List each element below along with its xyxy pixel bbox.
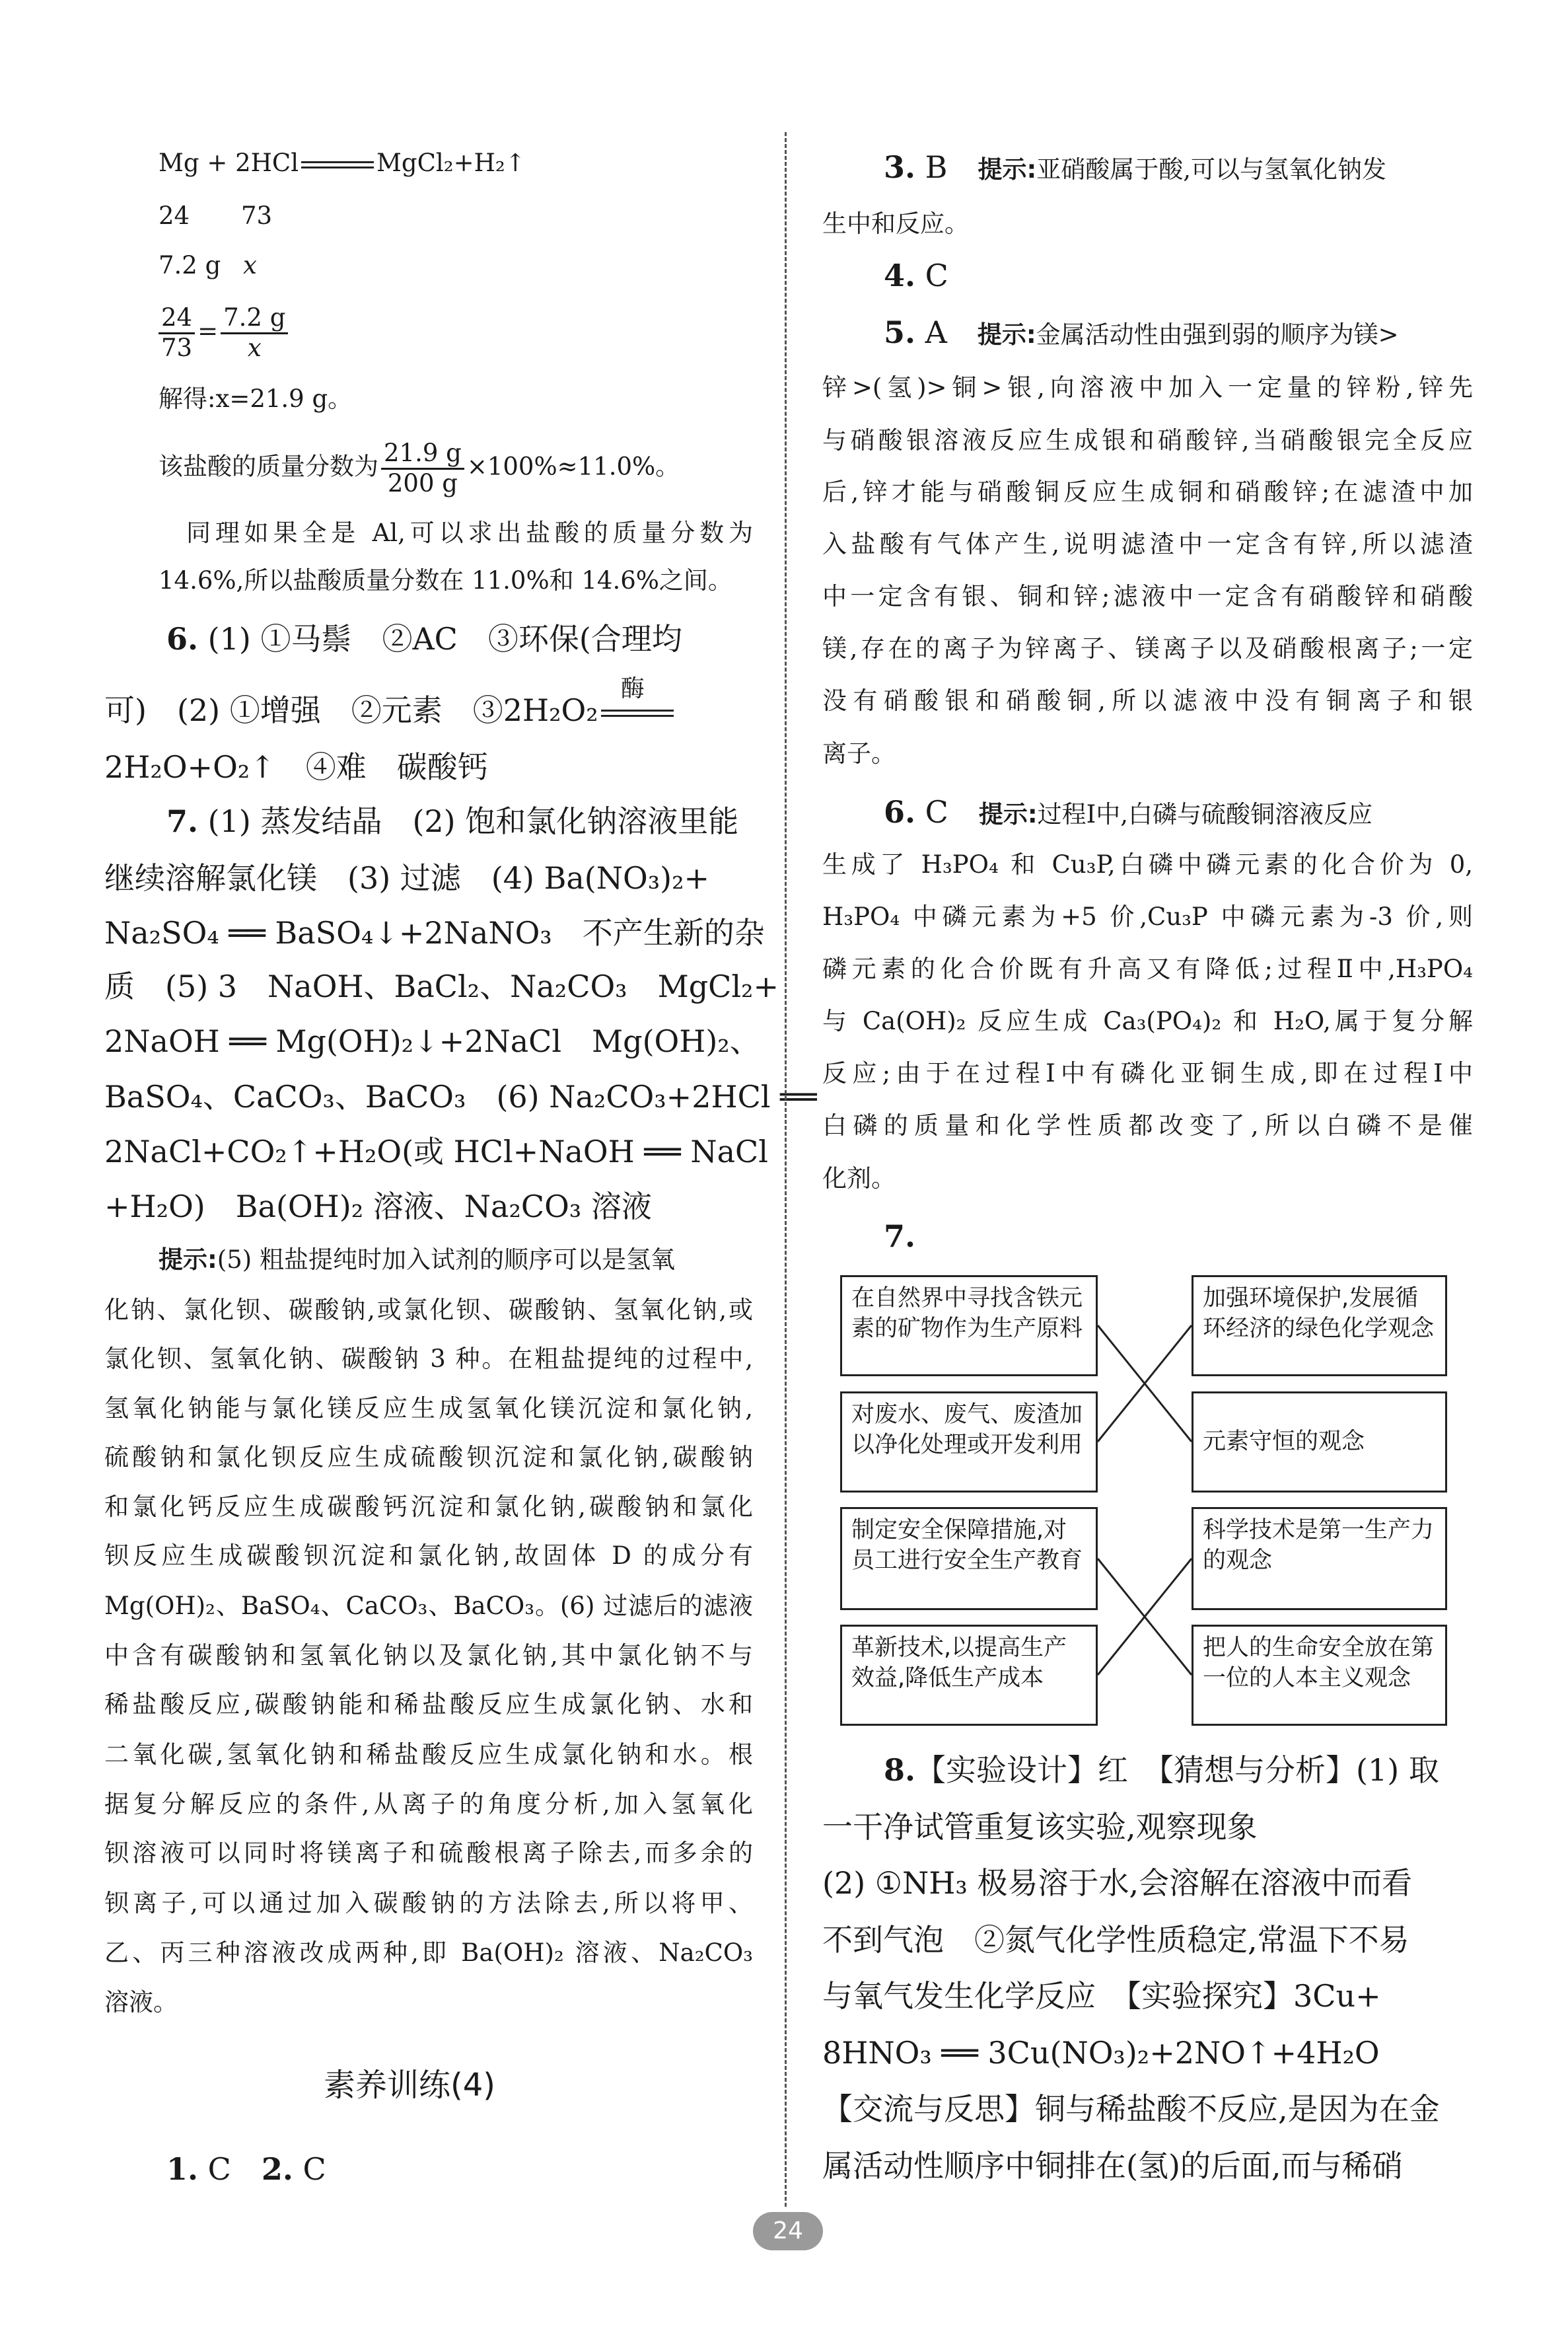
- hint-line: 中含有碳酸钠和氢氧化钠以及氯化钠,其中氯化钠不与: [104, 1641, 753, 1670]
- box-left-4: 革新技术,以提高生产效益,降低生产成本: [840, 1625, 1098, 1726]
- q7-line: +H₂O) Ba(OH)₂ 溶液、Na₂CO₃ 溶液: [104, 1189, 652, 1224]
- hint-line: 钡溶液可以同时将镁离子和硫酸根离子除去,而多余的: [104, 1839, 753, 1867]
- hint-label: 提示:: [978, 155, 1037, 184]
- hint-text: 亚硝酸属于酸,可以与氢氧化钠发: [1036, 155, 1387, 184]
- q-number: 2.: [261, 2151, 293, 2187]
- q7-line: 质 (5) 3 NaOH、BaCl₂、Na₂CO₃ MgCl₂+: [104, 969, 779, 1004]
- ratio-b: 73: [241, 202, 273, 230]
- numerator: 7.2 g: [221, 304, 288, 334]
- hint-line: 钡离子,可以通过加入碳酸钠的方法除去,所以将甲、: [104, 1889, 753, 1917]
- hint-line: 据复分解反应的条件,从离子的角度分析,加入氢氧化: [104, 1790, 753, 1818]
- hint-line: 溶液。: [104, 1988, 178, 2016]
- numerator: 24: [159, 304, 195, 334]
- q6-line-1: (1) ①马鬃 ②AC ③环保(合理均: [207, 621, 682, 657]
- box-right-4: 把人的生命安全放在第一位的人本主义观念: [1192, 1625, 1447, 1726]
- al-line-1: 同理如果全是 Al,可以求出盐酸的质量分数为: [186, 519, 753, 547]
- hint-line: 乙、丙三种溶液改成两种,即 Ba(OH)₂ 溶液、Na₂CO₃: [104, 1938, 753, 1967]
- denominator: 200 g: [387, 468, 458, 498]
- numerator: 21.9 g: [381, 439, 464, 470]
- answer: A: [925, 314, 947, 350]
- hint-text: (5) 粗盐提纯时加入试剂的顺序可以是氢氧: [217, 1245, 675, 1274]
- q6-line: H₃PO₄ 中磷元素为+5 价,Cu₃P 中磷元素为-3 价,则: [822, 903, 1473, 931]
- mf-prefix: 该盐酸的质量分数为: [159, 452, 378, 481]
- hint-line: 和氯化钙反应生成碳酸钙沉淀和氯化钠,碳酸钠和氯化: [104, 1493, 753, 1521]
- ratio-a: 24: [159, 202, 190, 230]
- q6-line-2-text: 可) (2) ①增强 ②元素 ③2H₂O₂: [104, 692, 598, 728]
- box-right-2: 元素守恒的观念: [1192, 1391, 1447, 1493]
- q5-line: 后,锌才能与硝酸铜反应生成铜和硝酸锌;在滤渣中加: [822, 478, 1473, 506]
- hint-line: 硫酸钠和氯化钡反应生成硫酸钡沉淀和氯化钠,碳酸钠: [104, 1443, 753, 1471]
- answer: C: [925, 258, 948, 293]
- answer: C: [925, 794, 948, 830]
- q6-line: 反应;由于在过程Ⅰ中有磷化亚铜生成,即在过程Ⅰ中: [822, 1059, 1473, 1088]
- q-number: 5.: [884, 314, 916, 350]
- equals-sign: =: [197, 316, 219, 346]
- hint-text: 金属活动性由强到弱的顺序为镁>: [1036, 320, 1399, 349]
- q-number: 1.: [166, 2151, 199, 2187]
- equation-right: MgCl₂+H₂↑: [376, 149, 526, 177]
- q7-number: 7.: [884, 1218, 916, 1254]
- q-number: 3.: [884, 149, 916, 185]
- hint-line: 化钠、氯化钡、碳酸钠,或氯化钡、碳酸钠、氢氧化钠,或: [104, 1296, 753, 1324]
- q6-line: 白磷的质量和化学性质都改变了,所以白磷不是催: [822, 1111, 1473, 1140]
- q7-line: 继续溶解氯化镁 (3) 过滤 (4) Ba(NO₃)₂+: [104, 860, 710, 896]
- hint-line: 稀盐酸反应,碳酸钠能和稀盐酸反应生成氯化钠、水和: [104, 1690, 753, 1718]
- q6-line-3: 2H₂O+O₂↑ ④难 碳酸钙: [104, 749, 488, 785]
- hint-label: 提示:: [159, 1245, 217, 1274]
- q6-number: 6.: [166, 621, 199, 657]
- q7-line: (1) 蒸发结晶 (2) 饱和氯化钠溶液里能: [207, 803, 739, 839]
- equation-left: Mg + 2HCl: [159, 149, 299, 177]
- q6-line: 与 Ca(OH)₂ 反应生成 Ca₃(PO₄)₂ 和 H₂O,属于复分解: [822, 1007, 1473, 1035]
- q6-line: 生成了 H₃PO₄ 和 Cu₃P,白磷中磷元素的化合价为 0,: [822, 850, 1473, 879]
- q5-line: 与硝酸银溶液反应生成银和硝酸锌,当硝酸银完全反应: [822, 426, 1473, 455]
- hint-label: 提示:: [978, 800, 1038, 829]
- mass-a: 7.2 g: [159, 251, 221, 279]
- q6-line: 磷元素的化合价既有升高又有降低;过程Ⅱ中,H₃PO₄: [822, 955, 1473, 983]
- q-number: 8.: [884, 1752, 916, 1788]
- q8-line: 8HNO₃ ══ 3Cu(NO₃)₂+2NO↑+4H₂O: [822, 2035, 1380, 2071]
- q5-line: 离子。: [822, 739, 896, 768]
- box-left-2: 对废水、废气、废渣加以净化处理或开发利用: [840, 1391, 1098, 1493]
- section-title: 素养训练(4): [324, 2067, 495, 2104]
- q-number: 4.: [884, 258, 916, 293]
- q7-number: 7.: [166, 803, 199, 839]
- hint-line: 二氧化碳,氢氧化钠和稀盐酸反应生成氯化钠和水。根: [104, 1740, 753, 1769]
- q8-line: 不到气泡 ②氮气化学性质稳定,常温下不易: [822, 1922, 1409, 1958]
- al-line-2: 14.6%,所以盐酸质量分数在 11.0%和 14.6%之间。: [159, 566, 732, 595]
- hint-line: 氢氧化钠能与氯化镁反应生成氢氧化镁沉淀和氯化钠,: [104, 1394, 753, 1422]
- q-number: 6.: [884, 794, 916, 830]
- answer: C: [207, 2151, 231, 2187]
- hint-line: 氯化钡、氢氧化钠、碳酸钠 3 种。在粗盐提纯的过程中,: [104, 1345, 753, 1373]
- q5-line: 锌>(氢)>铜>银,向溶液中加入一定量的锌粉,锌先: [822, 373, 1473, 402]
- denominator: x: [247, 333, 262, 362]
- q5-line: 入盐酸有气体产生,说明滤渣中一定含有锌,所以滤渣: [822, 530, 1473, 558]
- answer: B: [925, 149, 948, 185]
- q8-line: 【交流与反思】铜与稀盐酸不反应,是因为在金: [822, 2091, 1440, 2127]
- q5-line: 没有硝酸银和硝酸铜,所以滤液中没有铜离子和银: [822, 686, 1473, 715]
- answer: C: [303, 2151, 326, 2187]
- q8-line: 【实验设计】红 【猜想与分析】(1) 取: [915, 1752, 1439, 1788]
- q7-line: BaSO₄、CaCO₃、BaCO₃ (6) Na₂CO₃+2HCl ══: [104, 1079, 817, 1115]
- hint-line: 钡反应生成碳酸钡沉淀和氯化钠,故固体 D 的成分有: [104, 1541, 753, 1570]
- q8: [884, 1752, 1439, 1788]
- box-right-3: 科学技术是第一生产力的观念: [1192, 1507, 1447, 1610]
- box-left-3: 制定安全保障措施,对员工进行安全生产教育: [840, 1507, 1098, 1610]
- q8-line: 一干净试管重复该实验,观察现象: [822, 1809, 1258, 1845]
- box-left-1: 在自然界中寻找含铁元素的矿物作为生产原料: [840, 1275, 1098, 1376]
- q8-line: 与氧气发生化学反应 【实验探究】3Cu+: [822, 1978, 1381, 2014]
- q7-line: 2NaOH ══ Mg(OH)₂↓+2NaCl Mg(OH)₂、: [104, 1023, 760, 1059]
- hint-text: 过程Ⅰ中,白磷与硫酸铜溶液反应: [1037, 800, 1373, 829]
- q7-line: 2NaCl+CO₂↑+H₂O(或 HCl+NaOH ══ NaCl: [104, 1134, 768, 1169]
- hint-label: 提示:: [977, 320, 1036, 349]
- box-right-1: 加强环境保护,发展循环经济的绿色化学观念: [1192, 1275, 1447, 1376]
- enzyme-label: 酶: [620, 675, 645, 702]
- denominator: 73: [161, 333, 193, 362]
- q8-line: 属活动性顺序中铜排在(氢)的后面,而与稀硝: [822, 2148, 1403, 2184]
- q5-line: 中一定含有银、铜和锌;滤液中一定含有硝酸锌和硝酸: [822, 582, 1473, 610]
- q6-line: 化剂。: [822, 1164, 896, 1193]
- q3-line-2: 生中和反应。: [822, 209, 969, 238]
- q8-line: (2) ①NH₃ 极易溶于水,会溶解在溶液中而看: [822, 1865, 1413, 1901]
- q7-line: Na₂SO₄ ══ BaSO₄↓+2NaNO₃ 不产生新的杂: [104, 915, 765, 951]
- mf-suffix: ×100%≈11.0%。: [466, 452, 680, 481]
- solve-line: 解得:x=21.9 g。: [159, 385, 353, 413]
- q5-line: 镁,存在的离子为锌离子、镁离子以及硝酸根离子;一定: [822, 634, 1473, 663]
- page-number: 24: [753, 2212, 823, 2250]
- mass-b: x: [243, 251, 257, 279]
- hint-line: Mg(OH)₂、BaSO₄、CaCO₃、BaCO₃。(6) 过滤后的滤液: [104, 1592, 753, 1620]
